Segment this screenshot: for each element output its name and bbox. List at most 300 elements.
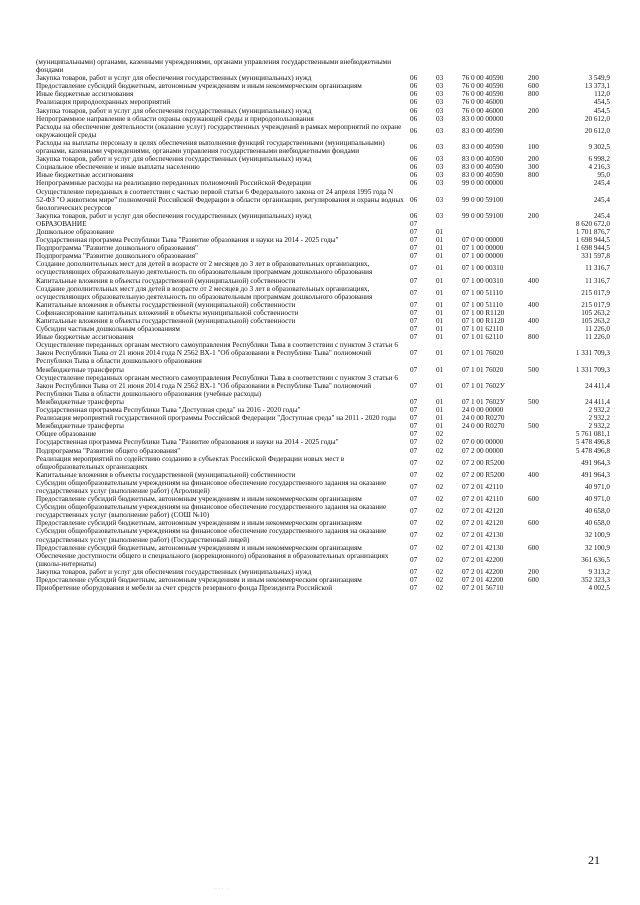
cell-sum: 20 612,0 — [584, 126, 610, 135]
cell-name: Осуществление переданных в соответствии с частью первой статьи 6 Федерального закона от 24 апреля 1995 года N 52-ФЗ "О животном мире" полномочий Российской Федерации в области организации, регулирования и охраны водных биологических ресурсов — [36, 187, 404, 212]
cell-vr: 800 — [528, 333, 539, 342]
cell-cs: 07 1 00 R1120 — [462, 308, 505, 317]
cell-pr: 01 — [436, 349, 444, 358]
cell-name: Предоставление субсидий бюджетным, автономным учреждениям и иным некоммерческим организациям — [36, 543, 362, 552]
cell-name: Межбюджетные трансферты — [36, 422, 124, 431]
cell-pr: 01 — [436, 422, 444, 431]
table-row — [36, 301, 616, 309]
table-row — [36, 414, 616, 422]
cell-sum: 6 998,2 — [588, 155, 610, 164]
table-row — [36, 163, 616, 171]
cell-sum: 40 658,0 — [584, 519, 610, 528]
table-row — [36, 188, 616, 212]
page-number: 21 — [588, 853, 600, 867]
cell-cs: 83 0 00 40590 — [462, 142, 504, 151]
table-row — [36, 398, 616, 406]
cell-name: Предоставление субсидий бюджетным, автономным учреждениям и иным некоммерческим организациям — [36, 495, 362, 504]
cell-rz: 06 — [410, 126, 418, 135]
cell-vr: 400 — [528, 300, 539, 309]
cell-vr: 600 — [528, 519, 539, 528]
cell-pr: 02 — [436, 519, 444, 528]
cell-rz: 06 — [410, 74, 418, 83]
cell-name: Субсидии общеобразовательным учреждениям на финансовое обеспечение государственного задания на оказание государственных услуг (выполнение работ) (Государственный лицей) — [36, 527, 387, 544]
cell-vr: 800 — [528, 171, 539, 180]
table-row — [36, 503, 616, 519]
cell-sum: 11 316,7 — [585, 276, 610, 285]
cell-sum: 5 478 496,8 — [575, 446, 610, 455]
cell-name: Приобретение оборудования и мебели за счет средств резервного фонда Президента Российской — [36, 584, 333, 593]
cell-rz: 07 — [410, 244, 418, 253]
cell-sum: 9 302,5 — [588, 142, 610, 151]
cell-vr: 600 — [528, 576, 539, 584]
cell-name: Реализация природоохранных мероприятий — [36, 98, 171, 107]
cell-vr: 600 — [528, 82, 539, 91]
cell-cs: 76 0 00 40590 — [462, 90, 504, 99]
cell-pr: 01 — [436, 236, 444, 245]
cell-cs: 07 2 00 R5200 — [462, 458, 505, 467]
table-row — [36, 422, 616, 430]
table-row — [36, 98, 616, 106]
cell-rz: 07 — [410, 543, 418, 552]
cell-sum: 2 932,2 — [588, 414, 610, 423]
table-row — [36, 155, 616, 163]
table-row — [36, 277, 616, 285]
cell-pr: 01 — [436, 414, 444, 423]
cell-pr: 02 — [436, 446, 444, 455]
cell-pr: 01 — [436, 333, 444, 342]
cell-rz: 07 — [410, 300, 418, 309]
cell-pr: 02 — [436, 584, 444, 593]
cell-name: Предоставление субсидий бюджетным, автономным учреждениям и иным некоммерческим организациям — [36, 519, 362, 528]
scan-mark: · ·· · — [214, 887, 230, 892]
cell-pr: 02 — [436, 531, 444, 540]
cell-name: Реализация мероприятий государственной программы Российской Федерации "Доступная среда" на 2011 - 2020 годы — [36, 414, 396, 423]
cell-name: Закупка товаров, работ и услуг для обеспечения государственных (муниципальных) нужд — [36, 106, 312, 115]
cell-name: Закупка товаров, работ и услуг для обеспечения государственных (муниципальных) нужд — [36, 74, 312, 83]
cell-rz: 07 — [410, 567, 418, 576]
table-row — [36, 374, 616, 398]
cell-cs: 07 2 01 42110 — [462, 495, 504, 504]
cell-sum: 40 971,0 — [584, 482, 610, 491]
cell-sum: 8 620 672,0 — [575, 219, 610, 228]
cell-sum: 331 597,8 — [581, 252, 610, 261]
cell-sum: 1 701 876,7 — [575, 227, 610, 236]
cell-pr: 01 — [436, 325, 444, 334]
cell-name: Межбюджетные трансферты — [36, 397, 124, 406]
table-row — [36, 171, 616, 179]
cell-pr: 03 — [436, 211, 444, 220]
cell-name: Закупка товаров, работ и услуг для обеспечения государственных (муниципальных) нужд — [36, 155, 312, 164]
cell-cs: 76 0 00 40590 — [462, 82, 504, 91]
cell-name: Субсидии общеобразовательным учреждениям на финансовое обеспечение государственного задания на оказание государственных услуг (выполнение работ) (СОШ №10) — [36, 503, 387, 520]
cell-cs: 07 1 01 76020 — [462, 365, 504, 374]
cell-name: Осуществление переданных органам местного самоуправления Республики Тыва в соответствии с пунктом 3 статьи 6 Закон Республики Тыва от 21 июня 2014 года N 2562 ВХ-1 "Об образовании в Республике Тыва" полномочий Республики Тыва в области дошкольного образования (учебные расходы) — [36, 373, 398, 398]
cell-pr: 03 — [436, 163, 444, 172]
cell-cs: 07 2 00 R5200 — [462, 470, 505, 479]
cell-vr: 400 — [528, 317, 539, 325]
cell-pr: 01 — [436, 317, 444, 325]
cell-cs: 07 2 01 42110 — [462, 482, 504, 491]
table-row — [36, 584, 616, 592]
cell-pr: 01 — [436, 365, 444, 374]
cell-cs: 76 0 00 46000 — [462, 106, 504, 115]
cell-sum: 215 017,9 — [581, 288, 610, 297]
cell-sum: 11 226,0 — [585, 325, 610, 334]
cell-rz: 06 — [410, 195, 418, 204]
cell-rz: 07 — [410, 414, 418, 423]
cell-vr: 800 — [528, 90, 539, 99]
cell-rz: 07 — [410, 422, 418, 431]
cell-cs: 83 0 00 00000 — [462, 114, 504, 123]
cell-pr: 02 — [436, 576, 444, 584]
cell-cs: 76 0 00 46000 — [462, 98, 504, 107]
cell-vr: 500 — [528, 365, 539, 374]
cell-cs: 07 1 00 51110 — [462, 300, 503, 309]
cell-name: Капитальные вложения в объекты государственной (муниципальной) собственности — [36, 276, 296, 285]
table-row — [36, 58, 616, 74]
cell-sum: 361 636,5 — [581, 555, 610, 564]
cell-sum: 454,5 — [593, 106, 610, 115]
cell-rz: 07 — [410, 325, 418, 334]
cell-rz: 07 — [410, 236, 418, 245]
table-row — [36, 333, 616, 341]
table-row — [36, 495, 616, 503]
cell-sum: 2 932,2 — [588, 406, 610, 415]
cell-name: Осуществление переданных органам местного самоуправления Республики Тыва в соответствии с пунктом 3 статьи 6 Закон Республики Тыва от 21 июня 2014 года N 2562 ВХ-1 "Об образовании в Республике Тыва" полномочий Республики Тыва в области дошкольного образования — [36, 341, 398, 366]
cell-cs: 07 1 01 7602У — [462, 381, 505, 390]
cell-pr: 03 — [436, 126, 444, 135]
cell-cs: 83 0 00 40590 — [462, 171, 504, 180]
cell-rz: 07 — [410, 308, 418, 317]
cell-sum: 245,4 — [593, 211, 610, 220]
table-row — [36, 568, 616, 576]
table-row — [36, 455, 616, 471]
cell-cs: 07 2 01 42200 — [462, 567, 504, 576]
cell-rz: 07 — [410, 317, 418, 325]
cell-rz: 07 — [410, 495, 418, 504]
cell-pr: 03 — [436, 179, 444, 188]
cell-rz: 07 — [410, 397, 418, 406]
cell-sum: 11 316,7 — [585, 264, 610, 273]
cell-name: ОБРАЗОВАНИЕ — [36, 219, 87, 228]
cell-rz: 07 — [410, 482, 418, 491]
cell-pr: 01 — [436, 406, 444, 415]
cell-cs: 07 1 00 00310 — [462, 276, 504, 285]
cell-sum: 3 549,9 — [588, 74, 610, 83]
cell-name: Подпрограмма "Развитие общего образования" — [36, 446, 181, 455]
cell-name: Капитальные вложения в объекты государственной (муниципальной) собственности — [36, 317, 296, 325]
cell-cs: 99 0 00 59100 — [462, 195, 504, 204]
table-row — [36, 309, 616, 317]
cell-pr: 02 — [436, 458, 444, 467]
cell-cs: 76 0 00 40590 — [462, 74, 504, 83]
cell-pr: 03 — [436, 98, 444, 107]
cell-cs: 07 2 01 42200 — [462, 576, 504, 584]
table-row — [36, 479, 616, 495]
cell-rz: 06 — [410, 171, 418, 180]
cell-rz: 06 — [410, 90, 418, 99]
cell-rz: 06 — [410, 82, 418, 91]
cell-vr: 500 — [528, 422, 539, 431]
cell-rz: 07 — [410, 381, 418, 390]
cell-cs: 07 1 00 00000 — [462, 244, 504, 253]
cell-sum: 105 263,2 — [581, 308, 610, 317]
cell-name: Иные бюджетные ассигнования — [36, 171, 134, 180]
cell-pr: 03 — [436, 74, 444, 83]
table-row — [36, 406, 616, 414]
cell-rz: 06 — [410, 179, 418, 188]
cell-pr: 02 — [436, 543, 444, 552]
cell-rz: 07 — [410, 365, 418, 374]
table-row — [36, 552, 616, 568]
cell-vr: 100 — [528, 142, 539, 151]
cell-name: Непрограммное направление в области охраны окружающей среды и природопользования — [36, 114, 314, 123]
cell-sum: 5 761 081,1 — [575, 430, 610, 439]
cell-sum: 20 612,0 — [584, 114, 610, 123]
cell-pr: 01 — [436, 264, 444, 273]
cell-sum: 4 002,5 — [588, 584, 610, 593]
cell-sum: 1 331 709,3 — [575, 349, 610, 358]
table-row — [36, 285, 616, 301]
cell-name: Государственная программа Республики Тыва "Доступная среда" на 2016 - 2020 годы" — [36, 406, 301, 415]
cell-vr: 200 — [528, 211, 539, 220]
cell-cs: 07 2 01 42130 — [462, 543, 504, 552]
cell-pr: 01 — [436, 288, 444, 297]
cell-cs: 07 0 00 00000 — [462, 438, 504, 447]
cell-cs: 24 0 00 R0270 — [462, 422, 505, 431]
cell-sum: 11 226,0 — [585, 333, 610, 342]
cell-pr: 01 — [436, 381, 444, 390]
cell-sum: 245,4 — [593, 179, 610, 188]
cell-rz: 07 — [410, 288, 418, 297]
cell-sum: 1 331 709,3 — [575, 365, 610, 374]
table-row — [36, 430, 616, 438]
cell-cs: 07 2 01 56710 — [462, 584, 504, 593]
cell-name: Закупка товаров, работ и услуг для обеспечения государственных (муниципальных) нужд — [36, 211, 312, 220]
cell-vr: 200 — [528, 74, 539, 83]
cell-rz: 07 — [410, 333, 418, 342]
cell-rz: 07 — [410, 430, 418, 439]
cell-sum: 9 313,2 — [588, 567, 610, 576]
cell-rz: 07 — [410, 276, 418, 285]
cell-sum: 112,0 — [594, 90, 610, 99]
cell-pr: 03 — [436, 142, 444, 151]
table-row — [36, 471, 616, 479]
cell-name: Реализация мероприятий по содействию созданию в субъектах Российской Федерации новых мест в общеобразовательных организациях — [36, 454, 345, 471]
cell-vr: 600 — [528, 495, 539, 504]
cell-rz: 07 — [410, 406, 418, 415]
cell-pr: 03 — [436, 171, 444, 180]
cell-rz: 07 — [410, 227, 418, 236]
cell-rz: 07 — [410, 576, 418, 584]
cell-rz: 07 — [410, 219, 418, 228]
cell-sum: 491 964,3 — [581, 458, 610, 467]
cell-sum: 245,4 — [593, 195, 610, 204]
table-row — [36, 519, 616, 527]
cell-cs: 07 1 01 62110 — [462, 325, 504, 334]
cell-cs: 07 2 01 42200 — [462, 555, 504, 564]
cell-sum: 13 373,1 — [584, 82, 610, 91]
cell-cs: 83 0 00 40590 — [462, 155, 504, 164]
cell-pr: 01 — [436, 276, 444, 285]
cell-name: Расходы на обеспечение деятельности (оказание услуг) государственных учреждений в рамках мероприятий по охране окружающей среды — [36, 122, 402, 139]
cell-sum: 105 263,2 — [581, 317, 610, 325]
cell-sum: 32 100,9 — [584, 531, 610, 540]
cell-cs: 24 0 00 00000 — [462, 406, 504, 415]
cell-rz: 06 — [410, 106, 418, 115]
cell-pr: 03 — [436, 90, 444, 99]
table-row — [36, 544, 616, 552]
cell-vr: 300 — [528, 163, 539, 172]
cell-sum: 352 323,3 — [581, 576, 610, 584]
cell-name: Софинансирование капитальных вложений в объекты муниципальной собственности — [36, 308, 299, 317]
cell-vr: 600 — [528, 543, 539, 552]
table-row — [36, 366, 616, 374]
table-row — [36, 212, 616, 220]
cell-pr: 03 — [436, 114, 444, 123]
cell-pr: 02 — [436, 482, 444, 491]
cell-name: Дошкольное образование — [36, 227, 114, 236]
cell-rz: 07 — [410, 446, 418, 455]
cell-rz: 07 — [410, 252, 418, 261]
table-row — [36, 115, 616, 123]
cell-pr: 03 — [436, 106, 444, 115]
cell-pr: 01 — [436, 308, 444, 317]
table-row — [36, 82, 616, 90]
cell-pr: 02 — [436, 555, 444, 564]
table-row — [36, 317, 616, 325]
cell-name: Капитальные вложения в объекты государственной (муниципальной) собственности — [36, 300, 296, 309]
cell-sum: 1 698 944,5 — [575, 236, 610, 245]
cell-rz: 07 — [410, 349, 418, 358]
cell-sum: 40 658,0 — [584, 507, 610, 516]
cell-cs: 07 1 00 00310 — [462, 264, 504, 273]
table-row — [36, 74, 616, 82]
cell-cs: 24 0 00 R0270 — [462, 414, 505, 423]
cell-sum: 24 411,4 — [585, 397, 610, 406]
cell-name: (муниципальными) органами, казенными учреждениями, органами управления государственными внебюджетными фондами — [36, 58, 392, 75]
cell-vr: 400 — [528, 470, 539, 479]
cell-cs: 07 1 00 R1120 — [462, 317, 505, 325]
cell-rz: 07 — [410, 555, 418, 564]
cell-vr: 500 — [528, 397, 539, 406]
cell-cs: 99 0 00 00000 — [462, 179, 504, 188]
cell-name: Общее образование — [36, 430, 97, 439]
table-row — [36, 179, 616, 187]
cell-cs: 83 0 00 40590 — [462, 126, 504, 135]
cell-rz: 07 — [410, 584, 418, 593]
cell-vr: 200 — [528, 567, 539, 576]
cell-rz: 06 — [410, 142, 418, 151]
cell-name: Межбюджетные трансферты — [36, 365, 124, 374]
table-row — [36, 341, 616, 365]
cell-sum: 215 017,9 — [581, 300, 610, 309]
table-row — [36, 236, 616, 244]
cell-sum: 491 964,3 — [581, 470, 610, 479]
table-row — [36, 139, 616, 155]
cell-pr: 03 — [436, 82, 444, 91]
cell-name: Подпрограмма "Развитие дошкольного образования" — [36, 252, 198, 261]
cell-name: Обеспечение доступности общего и специального (коррекционного) образования в образовательных организациях (школы-интернаты) — [36, 551, 389, 568]
cell-pr: 02 — [436, 495, 444, 504]
cell-rz: 06 — [410, 163, 418, 172]
cell-name: Расходы на выплаты персоналу в целях обеспечения выполнения функций государственными (муниципальными) органами, казенными учреждениями, органами управления государственными внебюджетными фондами — [36, 138, 385, 156]
cell-sum: 2 932,2 — [588, 422, 610, 431]
cell-name: Государственная программа Республики Тыва "Развитие образования и науки на 2014 - 2025 годы" — [36, 236, 339, 245]
cell-rz: 07 — [410, 470, 418, 479]
cell-rz: 07 — [410, 458, 418, 467]
cell-rz: 06 — [410, 114, 418, 123]
cell-pr: 01 — [436, 227, 444, 236]
cell-pr: 01 — [436, 244, 444, 253]
cell-rz: 07 — [410, 531, 418, 540]
cell-sum: 24 411,4 — [585, 381, 610, 390]
cell-pr: 02 — [436, 567, 444, 576]
cell-vr: 200 — [528, 106, 539, 115]
cell-pr: 03 — [436, 155, 444, 164]
table-row — [36, 325, 616, 333]
cell-name: Создание дополнительных мест для детей в возрасте от 2 месяцев до 3 лет в образовательных организациях, осуществляющих образовательную деятельность по образовательным программам дошкольного образования — [36, 284, 373, 301]
cell-name: Иные бюджетные ассигнования — [36, 90, 134, 99]
cell-sum: 95,0 — [597, 171, 610, 180]
cell-name: Создание дополнительных мест для детей в возрасте от 2 месяцев до 3 лет в образовательных организациях, осуществляющих образовательную деятельность по образовательным программам дошкольного образования — [36, 260, 373, 277]
cell-vr: 200 — [528, 155, 539, 164]
cell-rz: 06 — [410, 155, 418, 164]
cell-rz: 06 — [410, 98, 418, 107]
cell-sum: 5 478 496,8 — [575, 438, 610, 447]
cell-pr: 02 — [436, 507, 444, 516]
cell-rz: 07 — [410, 438, 418, 447]
cell-cs: 07 1 01 76020 — [462, 349, 504, 358]
cell-name: Субсидии общеобразовательным учреждениям на финансовое обеспечение государственного задания на оказание государственных услуг (выполнение работ) (Агролицей) — [36, 478, 387, 495]
cell-pr: 02 — [436, 430, 444, 439]
table-row — [36, 123, 616, 139]
table-row — [36, 576, 616, 584]
cell-cs: 07 0 00 00000 — [462, 236, 504, 245]
cell-name: Предоставление субсидий бюджетным, автономным учреждениям и иным некоммерческим организациям — [36, 576, 362, 584]
cell-name: Закупка товаров, работ и услуг для обеспечения государственных (муниципальных) нужд — [36, 567, 312, 576]
cell-rz: 06 — [410, 211, 418, 220]
cell-pr: 02 — [436, 470, 444, 479]
cell-pr: 02 — [436, 438, 444, 447]
cell-cs: 83 0 00 40590 — [462, 163, 504, 172]
cell-rz: 07 — [410, 507, 418, 516]
table-row — [36, 220, 616, 228]
table-row — [36, 90, 616, 98]
table-row — [36, 260, 616, 276]
cell-sum: 4 216,3 — [588, 163, 610, 172]
cell-pr: 01 — [436, 300, 444, 309]
cell-cs: 07 2 01 42130 — [462, 531, 504, 540]
cell-cs: 07 1 01 7602У — [462, 397, 505, 406]
cell-rz: 07 — [410, 264, 418, 273]
table-row — [36, 438, 616, 446]
cell-name: Подпрограмма "Развитие дошкольного образования" — [36, 244, 198, 253]
cell-rz: 07 — [410, 519, 418, 528]
cell-name: Государственная программа Республики Тыва "Развитие образования и науки на 2014 - 2025 годы" — [36, 438, 339, 447]
cell-name: Иные бюджетные ассигнования — [36, 333, 134, 342]
cell-cs: 07 2 01 42120 — [462, 507, 504, 516]
table-row — [36, 244, 616, 252]
cell-cs: 07 1 00 00000 — [462, 252, 504, 261]
cell-pr: 01 — [436, 252, 444, 261]
cell-name: Предоставление субсидий бюджетным, автономным учреждениям и иным некоммерческим организациям — [36, 82, 362, 91]
budget-table — [36, 58, 616, 592]
cell-sum: 454,5 — [593, 98, 610, 107]
cell-name: Капитальные вложения в объекты государственной (муниципальной) собственности — [36, 470, 296, 479]
cell-sum: 32 100,9 — [584, 543, 610, 552]
table-row — [36, 252, 616, 260]
